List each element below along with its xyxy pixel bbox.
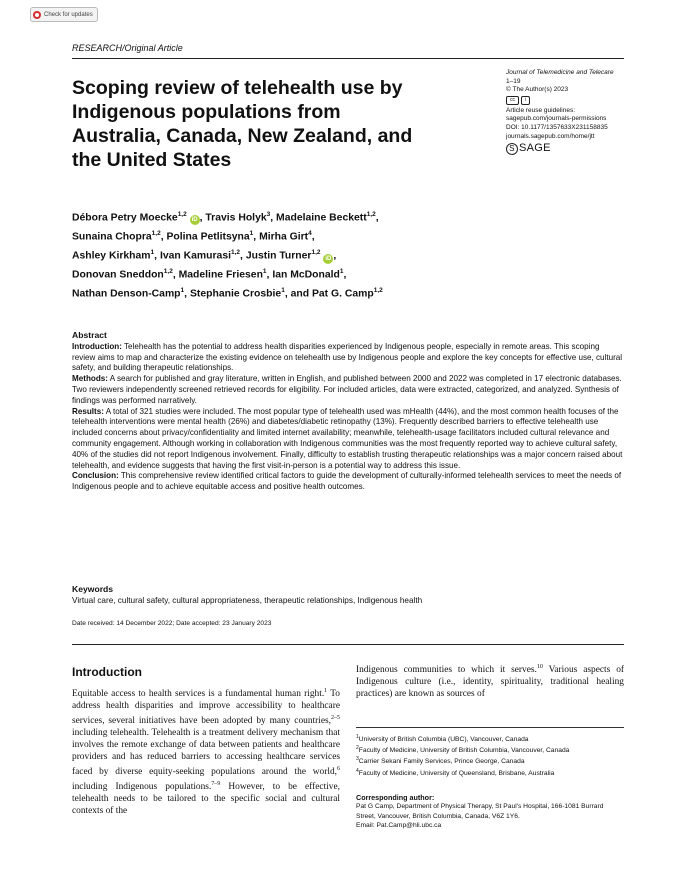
abstract-section-label: Results: [72,406,104,416]
journal-name: Journal of Telemedicine and Telecare [506,69,614,76]
abstract-section [72,374,625,406]
author-separator: , [154,250,160,262]
author-separator: , [199,212,206,224]
orcid-icon[interactable]: iD [325,255,332,262]
body-text: Equitable access to health services is a fundamental human right. [72,689,325,700]
citation-mark: 2–5 [331,714,340,721]
author-separator: , [160,231,167,243]
orcid-icon[interactable]: iD [191,217,198,224]
author-affiliation-mark: 1,2 [151,230,161,238]
author-separator: , [270,212,277,224]
corresponding-address: Pat G Camp, Department of Physical Therapy, St Paul's Hospital, 166-1081 Burrard Street, Vancouver, British Columbia, Canada, V6Z 1Y6. [356,803,604,820]
affiliations [356,733,624,778]
author-affiliation-mark: 1 [281,287,285,295]
author-name: Sunaina Chopra [72,231,152,243]
author-separator: , [253,231,260,243]
abstract-section-label: Methods: [72,374,108,384]
author-name: Ian McDonald [272,269,340,281]
abstract-section [72,342,625,374]
author-separator: , [184,288,190,300]
reuse-link[interactable]: sagepub.com/journals-permissions [506,115,607,123]
header-rule [72,58,624,59]
affiliation-item [356,744,624,755]
affiliation-text: Faculty of Medicine, University of British Columbia, Vancouver, Canada [358,747,570,755]
affiliation-number: 3 [356,756,359,763]
attribution-icon: i [521,96,530,105]
abstract-section-text: A total of 321 studies were included. The most popular type of telehealth used was mHealth (44%), and the most common health focuses of the telehealth interventions were mental health (26%) and diabetes/diabetic retinopathy (13%). Frequently described barriers to effective telehealth use included concerns about privacy/confidentiality and limited internet availability; meanwhile, telehealth-usage facilitators included cultural relevance and community engagement. Although working in collaboration with Indigenous communities was the most frequently reported way to achieve cultural safety, 40% of the studies did not report Indigenous involvement. Finally, difficulty to establish trusting therapeutic relationships was a major concern raised about telehealth, and evidence suggests that having the first visit-in-person is a potential way to address this issue. [72,406,623,470]
author-affiliation-mark: 1,2 [177,211,187,218]
author-name: Mirha Girt [259,231,309,243]
affiliation-number: 4 [356,767,359,774]
affiliation-text: Carrier Sekani Family Services, Prince George, Canada [358,758,525,766]
article-type: RESEARCH/Original Article [72,43,183,53]
sage-logo-icon: S [506,143,518,155]
author-affiliation-mark: 1 [249,230,254,238]
keywords-text: Virtual care, cultural safety, cultural appropriateness, therapeutic relationships, Indigenous health [72,596,423,605]
author-affiliation-mark: 1 [150,249,155,257]
corresponding-heading: Corresponding author: [356,793,435,802]
abstract-section-text: This comprehensive review identified critical factors to guide the development of culturally-informed telehealth services to meet the needs of Indigenous people and to achieve equitable access and positive health outcomes. [72,471,622,492]
abstract [72,330,625,493]
doi[interactable]: DOI: 10.1177/1357633X231158835 [506,123,608,131]
corresponding-email[interactable]: Email: Pat.Camp@hli.ubc.ca [356,821,442,829]
body-text: Indigenous communities to which it serves. [356,665,537,676]
footnote-rule [356,727,624,728]
abstract-section [72,471,625,493]
journal-homepage-link[interactable]: journals.sagepub.com/home/jtt [506,132,595,140]
dates: Date received: 14 December 2022; Date accepted: 23 January 2023 [72,620,272,627]
author-name: Nathan Denson-Camp [72,288,181,300]
author-name: Justin Turner [245,250,312,262]
abstract-section [72,407,625,472]
author-affiliation-mark: 1,2 [231,249,241,257]
publisher-logo [506,143,626,155]
journal-pages: 1–19 [506,77,521,85]
introduction-column-1 [72,686,340,818]
citation-mark: 6 [337,765,340,772]
abstract-section-label: Introduction: [72,341,122,351]
copyright: © The Author(s) 2023 [506,86,569,94]
affiliation-number: 2 [356,745,359,752]
dates-rule [72,644,624,645]
affiliation-item [356,767,624,778]
author-name: Ashley Kirkham [72,250,151,262]
author-separator: , [240,250,246,262]
author-separator: , [311,231,315,243]
author-separator: , and [284,288,312,300]
abstract-heading: Abstract [72,330,107,340]
author-name: Pat G. Camp [311,288,374,300]
author-affiliation-mark: 4 [308,230,312,238]
affiliation-text: University of British Columbia (UBC), Vancouver, Canada [358,736,529,744]
author-separator: , [333,250,337,262]
publisher-name: SAGE [519,142,551,155]
author-name: Madeline Friesen [178,269,263,281]
abstract-section-text: A search for published and gray literature, written in English, and published between 2000 and 2022 was completed in 17 electronic databases. Two reviewers independently screened retrieved records for eligibility. For included articles, data were extracted, categorized, and analyzed. Synthesis of findings was performed narratively. [72,374,622,405]
author-name: Stephanie Crosbie [189,288,282,300]
citation-mark: 1 [324,688,328,694]
author-separator: , [375,212,379,224]
author-affiliation-mark: 1,2 [163,268,173,276]
introduction-column-2 [356,662,624,701]
affiliation-text: Faculty of Medicine, University of Queensland, Brisbane, Australia [358,769,555,777]
author-affiliation-mark: 3 [266,211,271,218]
affiliation-item [356,755,624,766]
body-text: To address health disparities and improve accessibility to healthcare services, several initiatives have been adopted by many countries, [72,689,340,727]
author-name: Ivan Kamurasi [159,250,231,262]
citation-mark: 7–9 [211,780,221,787]
check-for-updates-badge[interactable] [30,7,98,22]
journal-meta [506,69,626,155]
update-icon [33,11,41,19]
body-text: including Indigenous populations. [72,781,212,792]
author-separator: , [343,269,347,281]
body-text: Various aspects of Indigenous culture (i.e., identity, spirituality, traditional healing practices) are known as sources of [356,665,625,699]
abstract-section-label: Conclusion: [72,471,119,481]
abstract-section-text: Telehealth has the potential to address health disparities experienced by Indigenous people, especially in remote areas. This scoping review aims to map and characterize the existing evidence on telehealth use by Indigenous people and explore the key concepts for effective use, cultural safety, and building therapeutic relationships. [72,341,623,373]
author-separator: , [266,269,273,281]
author-name: Débora Petry Moecke [72,212,178,224]
corresponding-author [356,793,624,830]
author-affiliation-mark: 1,2 [311,249,321,257]
author-name: Polina Petlitsyna [166,231,250,243]
affiliation-item [356,733,624,744]
author-affiliation-mark: 1 [339,268,344,276]
author-separator: , [172,269,179,281]
author-affiliation-mark: 1 [180,287,185,295]
author-list [72,207,542,302]
badge-label: Check for updates [44,11,93,18]
affiliation-number: 1 [356,734,359,740]
author-name: Donovan Sneddon [72,269,164,281]
introduction-heading: Introduction [72,665,142,679]
author-name: Travis Holyk [205,212,267,224]
author-affiliation-mark: 1,2 [366,211,376,218]
author-affiliation-mark: 1,2 [373,287,383,295]
citation-mark: 10 [536,664,543,670]
reuse-title: Article reuse guidelines: [506,106,576,114]
body-text: However, to be effective, telehealth needs to be tailored to the specific social and cultural contexts of the [72,781,340,816]
keywords [72,584,625,606]
cc-icon: cc [506,96,519,105]
cc-license-icon [506,96,626,105]
author-name: Madelaine Beckett [276,212,367,224]
body-text: including telehealth. Telehealth is a treatment delivery mechanism that involves the remote exchange of data between patients and healthcare providers and has reduced barriers to accessing healthcare services faced by diverse equity-seeking populations around the world, [72,727,340,777]
article-title: Scoping review of telehealth use by Indigenous populations from Australia, Canada, New Zealand, and the United States [72,77,413,171]
author-affiliation-mark: 1 [262,268,267,276]
keywords-heading: Keywords [72,584,114,594]
